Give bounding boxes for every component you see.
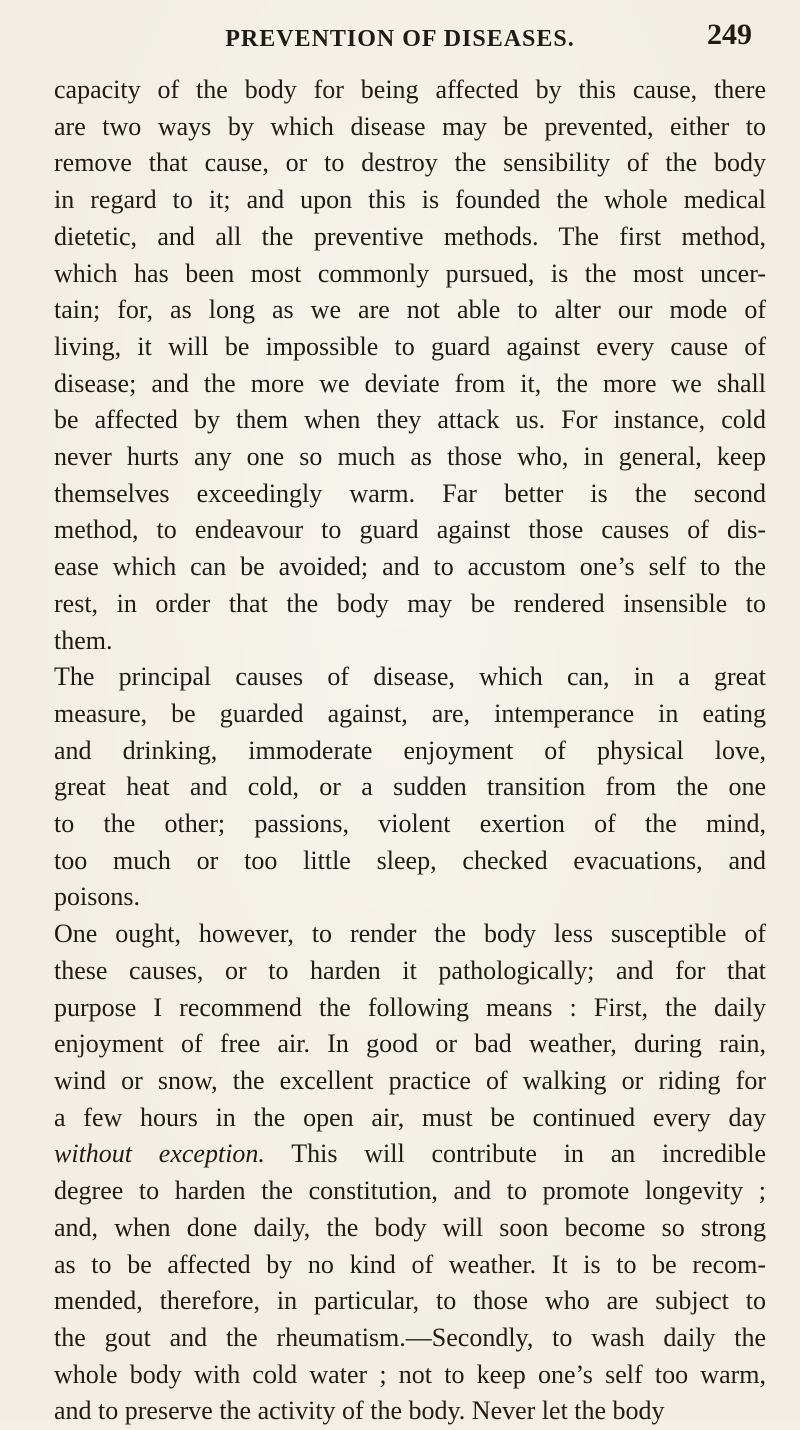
text-line: and, when done daily, the body will soon become so strong [54, 1212, 766, 1242]
text-line: never hurts any one so much as those who, in general, keep [54, 442, 766, 472]
text-line: to the other; passions, violent exertion of the mind, [54, 809, 766, 839]
text-line: One ought, however, to render the body less susceptible of [54, 919, 766, 949]
emphasis: without exception. [54, 1139, 265, 1169]
text-line: mended, therefore, in particular, to those who are subject to [54, 1286, 766, 1316]
text-line: dietetic, and all the preventive methods. The first method, [54, 221, 766, 251]
text-line: measure, be guarded against, are, intemperance in eating [54, 698, 766, 728]
text-segment: This will contribute in an incredible [264, 1139, 766, 1169]
text-line: enjoyment of free air. In good or bad weather, during rain, [54, 1029, 766, 1059]
text-line [54, 1136, 766, 1173]
text-line: The principal causes of disease, which can, in a great [54, 662, 766, 692]
text-line: these causes, or to harden it pathologically; and for that [54, 955, 766, 985]
text-line: them. [54, 625, 113, 655]
page-number: 249 [707, 18, 752, 51]
text-line: poisons. [54, 882, 140, 912]
text-line: degree to harden the constitution, and to promote longevity ; [54, 1176, 766, 1206]
text-line: capacity of the body for being affected by this cause, there [54, 75, 766, 104]
text-line: remove that cause, or to destroy the sensibility of the body [54, 148, 766, 178]
text-line: whole body with cold water ; not to keep one’s self too warm, [54, 1359, 766, 1389]
text-line: a few hours in the open air, must be continued every day [54, 1102, 766, 1132]
text-line: wind or snow, the excellent practice of walking or riding for [54, 1065, 766, 1095]
text-line: great heat and cold, or a sudden transition from the one [54, 772, 766, 802]
text-line: are two ways by which disease may be prevented, either to [54, 111, 766, 141]
text-line: and drinking, immoderate enjoyment of physical love, [54, 735, 766, 765]
body-text [54, 72, 766, 1430]
text-line: living, it will be impossible to guard against every cause of [54, 331, 766, 361]
text-line: purpose I recommend the following means : First, the daily [54, 992, 766, 1022]
page-header [0, 18, 800, 58]
text-line: the gout and the rheumatism.—Secondly, to wash daily the [54, 1322, 766, 1352]
text-line: disease; and the more we deviate from it, the more we shall [54, 368, 766, 398]
running-head: PREVENTION OF DISEASES. [225, 26, 575, 52]
text-line: in regard to it; and upon this is founded the whole medical [54, 185, 766, 215]
text-line: and to preserve the activity of the body. Never let the body [54, 1396, 665, 1426]
text-line: method, to endeavour to guard against those causes of dis- [54, 515, 766, 545]
text-line: too much or too little sleep, checked evacuations, and [54, 845, 766, 875]
text-line: be affected by them when they attack us. For instance, cold [54, 405, 766, 435]
text-line: rest, in order that the body may be rendered insensible to [54, 588, 766, 618]
text-line: which has been most commonly pursued, is the most uncer- [54, 258, 766, 288]
text-line: tain; for, as long as we are not able to alter our mode of [54, 295, 766, 325]
text-line: ease which can be avoided; and to accustom one’s self to the [54, 552, 766, 582]
text-line: themselves exceedingly warm. Far better is the second [54, 478, 766, 508]
text-line: as to be affected by no kind of weather. It is to be recom- [54, 1249, 766, 1279]
